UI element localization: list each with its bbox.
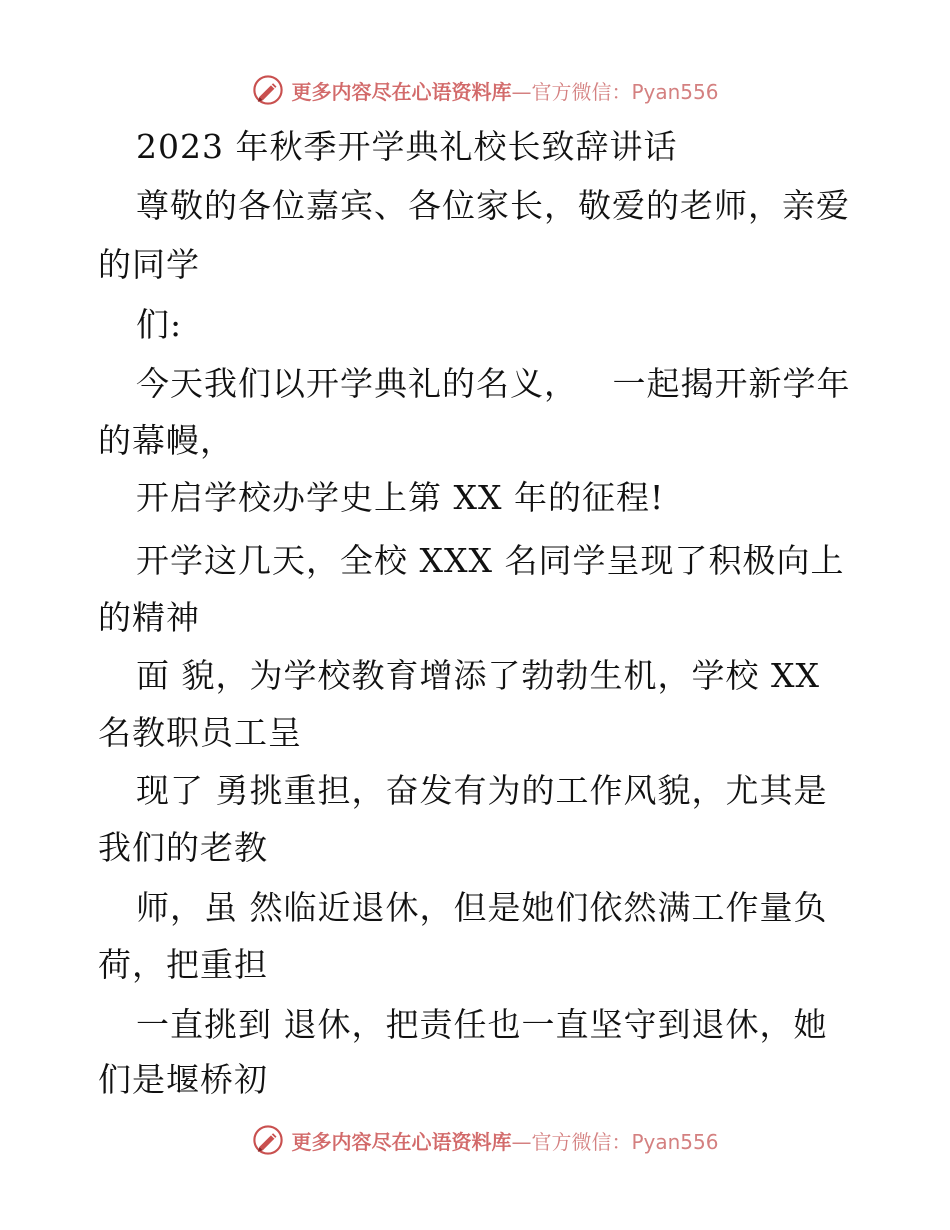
paragraph-line: 的幕幔，: [98, 421, 234, 460]
header-watermark: [0, 70, 950, 110]
paragraph-line: 名教职员工呈: [98, 713, 302, 752]
paragraph-line: 荷，把重担: [98, 945, 268, 984]
watermark-text: [291, 1126, 718, 1155]
watermark-group: [251, 73, 718, 107]
paragraph-line: 我们的老教: [98, 828, 268, 867]
paragraph-line: 的同学: [98, 245, 200, 284]
paragraph-line: 面 貌，为学校教育增添了勃勃生机，学校 XX: [136, 656, 820, 695]
paragraph-line: 开启学校办学史上第 XX 年的征程!: [136, 478, 665, 517]
watermark-group: [251, 1123, 718, 1157]
pen-logo-icon: [251, 73, 285, 107]
paragraph-line: 现了 勇挑重担，奋发有为的工作风貌，尤其是: [136, 771, 828, 810]
paragraph-line: 们:: [136, 305, 183, 344]
paragraph-line: 的精神: [98, 598, 200, 637]
paragraph-line: 们是堰桥初: [98, 1060, 268, 1099]
pen-logo-icon: [251, 1123, 285, 1157]
watermark-text-main: 更多内容尽在心语资料库: [291, 79, 512, 104]
paragraph-line: 师，虽 然临近退休，但是她们依然满工作量负: [136, 888, 828, 927]
watermark-text-main: 更多内容尽在心语资料库: [291, 1129, 512, 1154]
footer-watermark: [0, 1120, 950, 1160]
paragraph-line: 一直挑到 退休，把责任也一直坚守到退休，她: [136, 1005, 828, 1044]
document-title: 2023 年秋季开学典礼校长致辞讲话: [136, 127, 678, 166]
paragraph-line: 开学这几天，全校 XXX 名同学呈现了积极向上: [136, 541, 845, 580]
paragraph-line: 今天我们以开学典礼的名义， 一起揭开新学年: [136, 364, 851, 403]
watermark-text: [291, 76, 718, 105]
watermark-text-rest: —官方微信：Pyan556: [511, 1129, 719, 1154]
paragraph-line: 尊敬的各位嘉宾、各位家长，敬爱的老师，亲爱: [136, 186, 850, 225]
watermark-text-rest: —官方微信：Pyan556: [511, 79, 719, 104]
